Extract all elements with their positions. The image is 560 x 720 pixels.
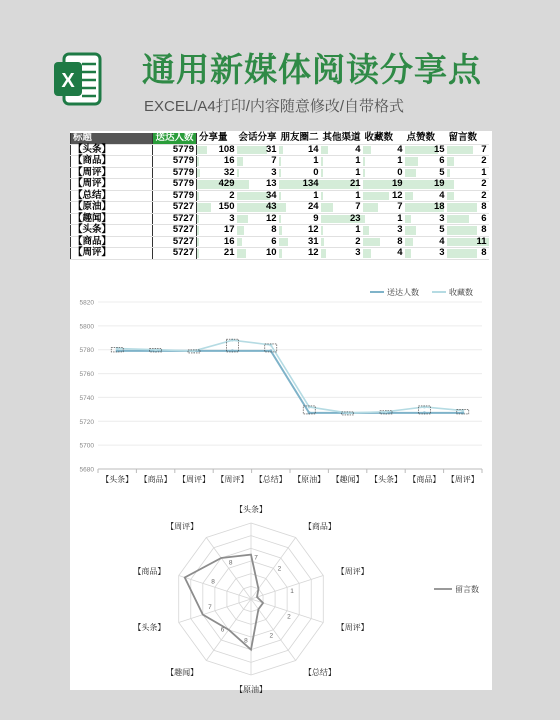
data-bar [279, 238, 289, 247]
radar-value-label: 6 [220, 626, 225, 634]
cell-value: 8 [481, 201, 487, 212]
cell-metric[interactable] [405, 225, 447, 237]
table-row [71, 213, 489, 225]
cell-metric[interactable] [447, 190, 489, 202]
cell-value: 4 [397, 247, 403, 258]
excel-icon [54, 52, 102, 106]
cell-value: 4 [397, 143, 403, 155]
cell-value: 4 [355, 143, 361, 155]
data-bar [321, 249, 326, 258]
cell-metric[interactable] [363, 167, 405, 179]
radar-value-label: 8 [211, 578, 215, 586]
cell-metric[interactable] [237, 213, 279, 225]
cell-metric[interactable] [197, 248, 237, 260]
x-tick-label: 【商品】 [408, 475, 441, 484]
radar-category-label: 【趣闻】 [166, 667, 199, 677]
column-header[interactable]: 收藏数 [363, 133, 405, 144]
cell-value: 4 [439, 235, 445, 247]
cell-value: 6 [271, 235, 277, 247]
table-row [71, 236, 489, 248]
table-row [71, 190, 489, 202]
radar-category-label: 【商品】 [133, 567, 166, 577]
data-bar [447, 226, 478, 235]
data-bar [197, 146, 207, 155]
cell-value: 7 [355, 201, 361, 212]
cell-metric[interactable] [279, 202, 321, 214]
y-tick-label: 5740 [79, 394, 94, 402]
cell-value: 3 [355, 247, 361, 258]
cell-value: 7 [271, 155, 277, 166]
data-bar [237, 226, 245, 235]
cell-value: 12 [265, 212, 277, 224]
radar-category-label: 【周评】 [166, 522, 199, 532]
cell-value: 7 [397, 201, 403, 212]
cell-value: 16 [223, 155, 235, 166]
data-bar [237, 180, 250, 189]
cell-metric[interactable] [237, 190, 279, 202]
cell-value: 24 [307, 201, 319, 212]
x-tick-label: 【头条】 [370, 475, 402, 484]
radar-category-label: 【头条】 [133, 622, 166, 632]
data-bar [363, 238, 381, 247]
radar-category-label: 【商品】 [303, 522, 336, 532]
cell-reach[interactable]: 5779 [153, 190, 197, 202]
cell-title[interactable]: 【头条】 [71, 144, 153, 156]
data-bar [279, 226, 283, 235]
data-bar [405, 146, 438, 155]
data-bar [197, 249, 199, 258]
cell-metric[interactable] [363, 225, 405, 237]
data-bar [363, 146, 372, 155]
cell-value: 2 [229, 189, 235, 201]
cell-metric[interactable] [363, 156, 405, 168]
cell-metric[interactable] [279, 225, 321, 237]
data-bar [447, 180, 455, 189]
cell-metric[interactable] [197, 213, 237, 225]
cell-metric[interactable] [405, 156, 447, 168]
cell-value: 8 [271, 224, 277, 235]
cell-value: 5 [439, 224, 445, 235]
cell-reach[interactable]: 5727 [153, 225, 197, 237]
cell-value: 2 [481, 189, 487, 201]
column-header[interactable]: 朋友圈二 [280, 132, 319, 143]
x-tick-label: 【商品】 [139, 475, 172, 484]
data-bar [237, 249, 247, 258]
table-row [71, 248, 489, 260]
spreadsheet-preview [70, 131, 492, 694]
data-bar [197, 238, 199, 247]
cell-value: 10 [265, 247, 277, 258]
data-bar [279, 169, 282, 178]
cell-value: 13 [265, 178, 277, 189]
table-header-row [71, 133, 489, 144]
cell-value: 3 [439, 212, 445, 224]
cell-reach[interactable]: 5779 [153, 167, 197, 179]
cell-value: 12 [307, 247, 319, 258]
cell-metric[interactable] [197, 236, 237, 248]
cell-value: 1 [313, 189, 319, 201]
cell-metric[interactable] [363, 236, 405, 248]
data-bar [447, 192, 455, 201]
cell-title[interactable]: 【趣闻】 [71, 213, 153, 225]
cell-value: 8 [481, 224, 487, 235]
data-bar [237, 215, 249, 224]
y-tick-label: 5720 [79, 418, 94, 426]
cell-value: 14 [307, 143, 319, 155]
cell-title[interactable]: 【周评】 [71, 248, 153, 260]
radar-value-label: 2 [269, 632, 274, 640]
cell-value: 31 [307, 235, 319, 247]
cell-metric[interactable] [321, 202, 363, 214]
data-bar [279, 157, 282, 166]
cell-metric[interactable] [197, 156, 237, 168]
column-header[interactable]: 标题 [71, 133, 153, 144]
cell-metric[interactable] [405, 202, 447, 214]
data-bar [405, 157, 418, 166]
cell-metric[interactable] [447, 144, 489, 156]
column-header[interactable]: 送达人数 [153, 133, 197, 144]
radar-category-label: 【周评】 [336, 622, 369, 632]
cell-title[interactable]: 【原油】 [71, 202, 153, 214]
cell-metric[interactable] [279, 213, 321, 225]
radar-category-label: 【原油】 [235, 685, 267, 694]
data-bar [321, 203, 334, 212]
column-header[interactable]: 留言数 [447, 133, 489, 144]
cell-metric[interactable] [447, 167, 489, 179]
cell-value: 134 [302, 178, 319, 189]
legend-label: 留言数 [455, 585, 479, 594]
radar-value-label: 1 [290, 587, 294, 595]
cell-metric[interactable] [237, 167, 279, 179]
cell-reach[interactable]: 5727 [153, 213, 197, 225]
data-bar [321, 238, 325, 247]
cell-value: 0 [313, 166, 319, 178]
cell-value: 19 [391, 178, 403, 189]
cell-metric[interactable] [237, 248, 279, 260]
cell-value: 8 [481, 247, 487, 258]
radar-category-label: 【总结】 [303, 667, 336, 677]
y-tick-label: 5780 [79, 347, 94, 355]
cell-value: 17 [223, 224, 235, 235]
cell-value: 11 [476, 235, 487, 247]
cell-metric[interactable] [321, 236, 363, 248]
cell-metric[interactable] [197, 225, 237, 237]
cell-value: 23 [349, 212, 361, 224]
cell-title[interactable]: 【头条】 [71, 225, 153, 237]
cell-metric[interactable] [321, 179, 363, 191]
radar-category-label: 【头条】 [235, 505, 267, 514]
radar-value-label: 8 [228, 559, 233, 567]
cell-metric[interactable] [447, 225, 489, 237]
cell-metric[interactable] [405, 144, 447, 156]
y-tick-label: 5760 [79, 371, 94, 379]
data-bar [363, 249, 372, 258]
cell-metric[interactable] [279, 236, 321, 248]
cell-metric[interactable] [447, 179, 489, 191]
cell-metric[interactable] [279, 179, 321, 191]
cell-metric[interactable] [279, 248, 321, 260]
data-table [70, 133, 489, 260]
data-bar [321, 157, 324, 166]
table-row [71, 225, 489, 237]
data-bar [279, 215, 282, 224]
data-bar [279, 203, 287, 212]
radar-spoke [206, 538, 251, 599]
data-bar [197, 226, 199, 235]
cell-metric[interactable] [237, 202, 279, 214]
cell-metric[interactable] [279, 156, 321, 168]
table-row [71, 156, 489, 168]
cell-metric[interactable] [363, 248, 405, 260]
data-bar [363, 192, 390, 201]
legend-label: 收藏数 [449, 288, 473, 297]
data-bar [447, 215, 470, 224]
table-row [71, 202, 489, 214]
cell-metric[interactable] [447, 213, 489, 225]
data-bar [405, 215, 412, 224]
table-row [71, 179, 489, 191]
data-bar [237, 238, 243, 247]
cell-metric[interactable] [321, 248, 363, 260]
legend-label: 送达人数 [387, 288, 419, 297]
cell-value: 21 [349, 178, 361, 189]
data-bar [237, 146, 267, 155]
radar-category-label: 【周评】 [336, 567, 369, 577]
cell-metric[interactable] [279, 167, 321, 179]
cell-metric[interactable] [197, 144, 237, 156]
data-bar [405, 169, 416, 178]
cell-metric[interactable] [405, 248, 447, 260]
cell-title[interactable]: 【商品】 [71, 236, 153, 248]
cell-metric[interactable] [237, 179, 279, 191]
cell-value: 5 [439, 166, 445, 178]
cell-value: 0 [397, 166, 403, 178]
cell-metric[interactable] [321, 190, 363, 202]
cell-title[interactable]: 【总结】 [71, 190, 153, 202]
column-header[interactable]: 其他渠道 [322, 132, 361, 143]
cell-value: 34 [265, 189, 277, 201]
cell-value: 1 [397, 155, 403, 166]
cell-value: 108 [218, 143, 235, 155]
cell-value: 1 [313, 155, 319, 166]
cell-metric[interactable] [363, 190, 405, 202]
cell-value: 12 [391, 189, 403, 201]
cell-value: 2 [481, 178, 487, 189]
cell-metric[interactable] [447, 248, 489, 260]
cell-metric[interactable] [447, 236, 489, 248]
cell-value: 12 [307, 224, 319, 235]
cell-value: 1 [355, 155, 361, 166]
cell-reach[interactable]: 5727 [153, 248, 197, 260]
cell-value: 1 [355, 166, 361, 178]
cell-metric[interactable] [279, 190, 321, 202]
x-tick-label: 【周评】 [216, 475, 249, 484]
cell-value: 16 [223, 235, 235, 247]
data-bar [321, 226, 324, 235]
cell-metric[interactable] [363, 202, 405, 214]
x-tick-label: 【总结】 [254, 475, 287, 484]
y-tick-label: 5680 [79, 466, 94, 474]
y-tick-label: 5700 [79, 442, 94, 450]
cell-metric[interactable] [405, 236, 447, 248]
cell-metric[interactable] [197, 202, 237, 214]
data-bar [363, 157, 366, 166]
cell-reach[interactable]: 5779 [153, 144, 197, 156]
table-row [71, 144, 489, 156]
data-bar [197, 203, 211, 212]
cell-value: 4 [439, 189, 445, 201]
x-tick-label: 【趣闻】 [331, 475, 364, 484]
cell-value: 43 [265, 201, 277, 212]
cell-metric[interactable] [321, 213, 363, 225]
data-bar [363, 203, 378, 212]
x-tick-label: 【周评】 [446, 475, 479, 484]
cell-reach[interactable]: 5779 [153, 179, 197, 191]
x-tick-label: 【头条】 [101, 475, 134, 484]
cell-metric[interactable] [197, 167, 237, 179]
data-bar [405, 192, 414, 201]
cell-metric[interactable] [197, 190, 237, 202]
x-tick-label: 【周评】 [178, 475, 210, 484]
x-tick-label: 【原油】 [293, 475, 326, 484]
cell-value: 429 [218, 178, 235, 189]
cell-metric[interactable] [237, 156, 279, 168]
cell-metric[interactable] [321, 144, 363, 156]
radar-value-label: 7 [254, 554, 258, 562]
cell-value: 2 [481, 155, 487, 166]
data-bar [237, 192, 270, 201]
radar-chart [70, 491, 492, 694]
radar-value-label: 2 [287, 613, 291, 621]
cell-value: 31 [265, 143, 277, 155]
cell-metric[interactable] [321, 167, 363, 179]
y-tick-label: 5800 [79, 323, 94, 331]
cell-value: 21 [223, 247, 235, 258]
column-header[interactable]: 分享量 [197, 133, 237, 144]
cell-value: 150 [218, 201, 235, 212]
cell-metric[interactable] [237, 144, 279, 156]
cell-reach[interactable]: 5779 [153, 156, 197, 168]
cell-value: 6 [439, 155, 445, 166]
data-bar [321, 146, 328, 155]
data-bar [363, 215, 366, 224]
logo-letter: X [61, 70, 75, 92]
cell-metric[interactable] [197, 179, 237, 191]
cell-value: 15 [433, 143, 445, 155]
data-bar [363, 169, 366, 178]
cell-metric[interactable] [363, 213, 405, 225]
data-bar [279, 146, 283, 155]
column-header[interactable]: 点赞数 [405, 133, 447, 144]
cell-value: 3 [229, 212, 235, 224]
cell-metric[interactable] [237, 236, 279, 248]
data-bar [197, 157, 199, 166]
radar-value-label: 7 [208, 604, 212, 612]
y-tick-label: 5820 [79, 299, 94, 307]
data-bar [405, 249, 412, 258]
cell-value: 32 [223, 166, 235, 178]
data-bar [321, 169, 324, 178]
cell-reach[interactable]: 5727 [153, 236, 197, 248]
cell-value: 3 [397, 224, 403, 235]
cell-metric[interactable] [447, 156, 489, 168]
data-bar [197, 192, 199, 201]
data-bar [447, 203, 478, 212]
cell-value: 9 [313, 212, 319, 224]
page-title: 通用新媒体阅读分享点 [142, 51, 482, 88]
cell-value: 6 [481, 212, 487, 224]
cell-metric[interactable] [405, 190, 447, 202]
cell-title[interactable]: 【周评】 [71, 167, 153, 179]
cell-title[interactable]: 【商品】 [71, 156, 153, 168]
cell-value: 7 [481, 143, 487, 155]
cell-metric[interactable] [321, 156, 363, 168]
cell-metric[interactable] [405, 213, 447, 225]
cell-title[interactable]: 【周评】 [71, 179, 153, 191]
cell-value: 1 [355, 189, 361, 201]
data-bar [447, 249, 478, 258]
cell-metric[interactable] [405, 167, 447, 179]
cell-value: 1 [481, 166, 487, 178]
data-bar [279, 249, 283, 258]
cell-metric[interactable] [237, 225, 279, 237]
cell-value: 19 [433, 178, 445, 189]
data-bar [197, 169, 200, 178]
data-bar [279, 192, 282, 201]
data-bar [321, 192, 324, 201]
cell-value: 1 [397, 212, 403, 224]
cell-value: 18 [433, 201, 445, 212]
data-bar [447, 146, 474, 155]
cell-metric[interactable] [405, 179, 447, 191]
cell-value: 3 [439, 247, 445, 258]
data-bar [237, 157, 244, 166]
cell-value: 1 [355, 224, 361, 235]
cell-metric[interactable] [279, 144, 321, 156]
data-bar [447, 169, 451, 178]
cell-value: 8 [397, 235, 403, 247]
line-chart [70, 286, 492, 486]
column-header[interactable]: 会话分享 [238, 132, 277, 143]
data-bar [405, 238, 414, 247]
radar-spoke [251, 599, 296, 660]
template-header [0, 0, 560, 125]
cell-value: 3 [271, 166, 277, 178]
cell-metric[interactable] [447, 202, 489, 214]
page-subtitle: EXCEL/A4打印/内容随意修改/自带格式 [144, 98, 405, 115]
data-bar [197, 215, 199, 224]
cell-metric[interactable] [363, 144, 405, 156]
cell-metric[interactable] [321, 225, 363, 237]
data-bar [363, 226, 370, 235]
cell-reach[interactable]: 5727 [153, 202, 197, 214]
data-bar [447, 157, 455, 166]
radar-value-label: 2 [277, 565, 282, 573]
data-bar [237, 169, 240, 178]
cell-value: 2 [355, 235, 361, 247]
data-bar [405, 226, 416, 235]
cell-metric[interactable] [363, 179, 405, 191]
table-row [71, 167, 489, 179]
series-line [117, 351, 463, 413]
radar-value-label: 8 [244, 637, 248, 645]
